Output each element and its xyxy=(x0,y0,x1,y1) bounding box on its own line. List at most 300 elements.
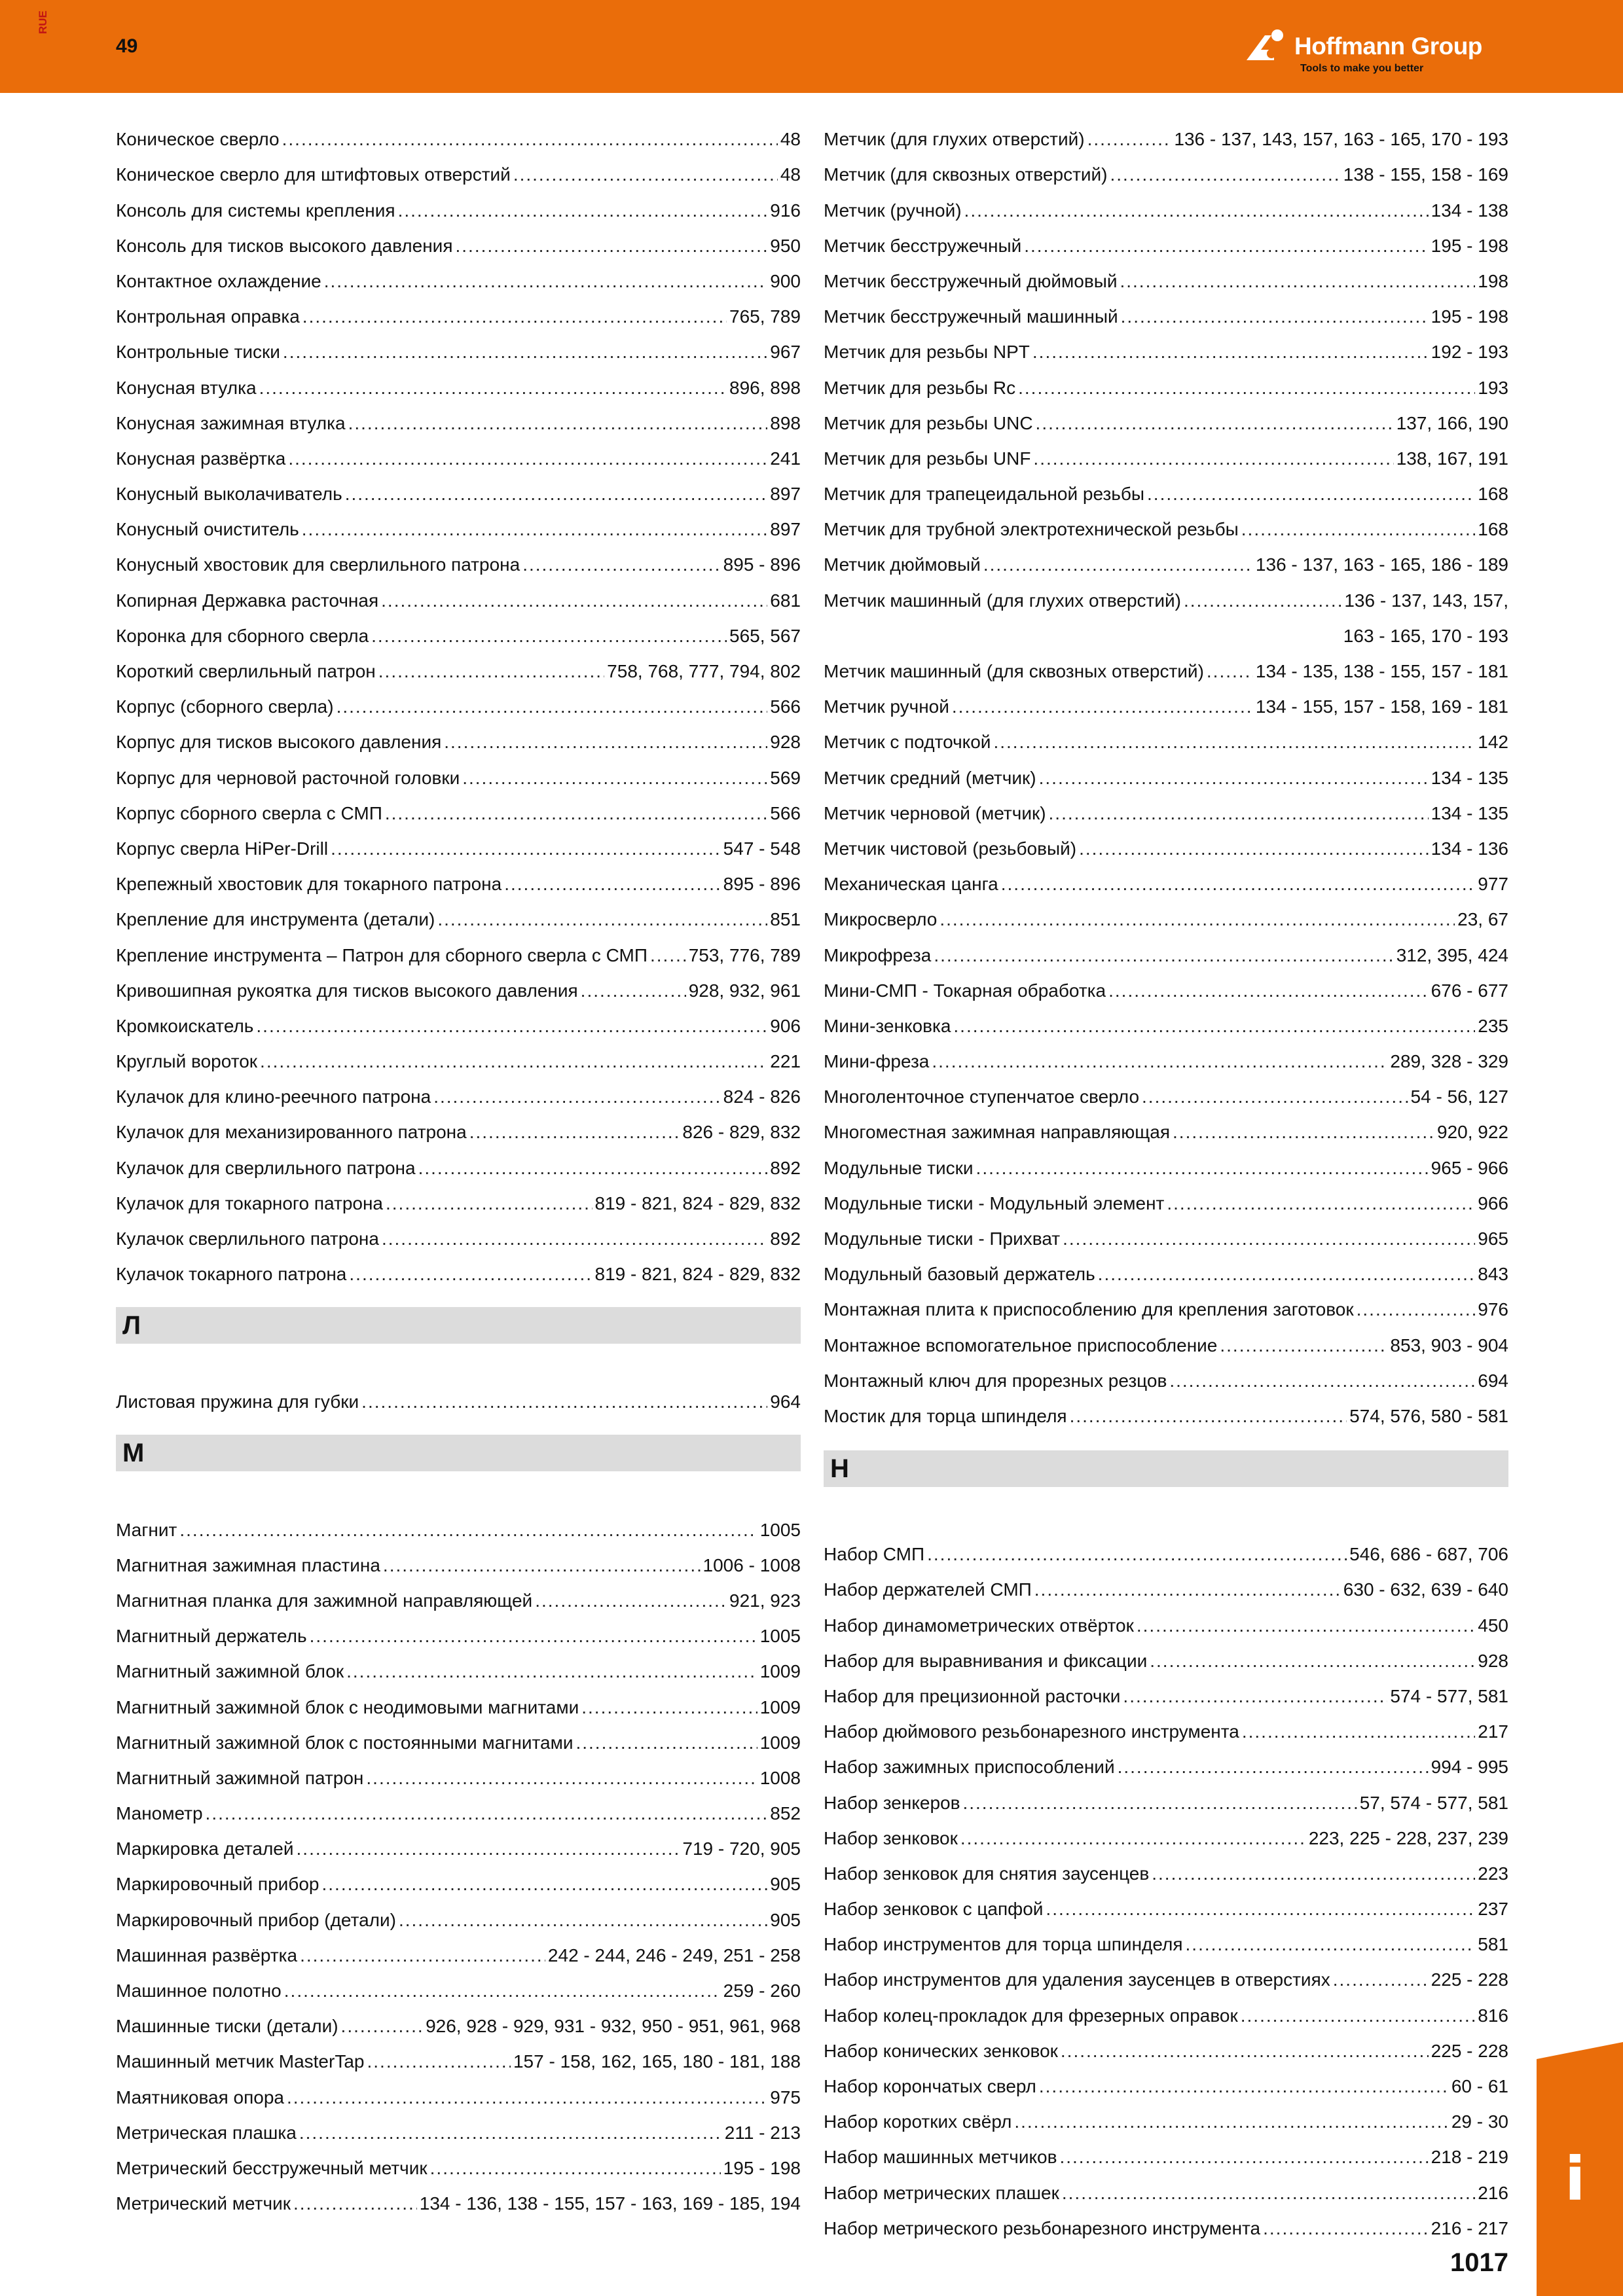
dot-leader xyxy=(962,1792,1357,1814)
index-entry xyxy=(116,257,801,293)
entry-pages: 900 xyxy=(770,270,801,291)
index-entry xyxy=(824,1357,1508,1392)
entry-pages: 565, 567 xyxy=(729,625,801,646)
index-entry xyxy=(116,1143,801,1179)
entry-pages: 892 xyxy=(770,1229,801,1249)
dot-leader xyxy=(1039,2075,1449,2098)
entry-pages: 566 xyxy=(770,802,801,823)
entry-pages: 765, 789 xyxy=(729,306,801,327)
entry-term: Набор зенкеров xyxy=(824,1792,960,1813)
index-entry xyxy=(824,1321,1508,1356)
entry-term: Набор СМП xyxy=(824,1544,925,1565)
index-entry xyxy=(116,186,801,221)
entry-term: Магнитный зажимной блок с неодимовыми магнитами xyxy=(116,1696,579,1717)
dot-leader xyxy=(337,696,768,718)
dot-leader xyxy=(1120,270,1475,293)
entry-term: Метчик черновой (метчик) xyxy=(824,802,1046,823)
index-entry xyxy=(824,825,1508,860)
entry-term: Конусный хвостовик для сверлильного патрона xyxy=(116,554,520,575)
entry-term: Конусная втулка xyxy=(116,377,257,398)
entry-pages: 241 xyxy=(770,448,801,469)
entry-pages: 694 xyxy=(1478,1370,1508,1391)
entry-term: Набор корончатых сверл xyxy=(824,2076,1036,2096)
info-icon: i xyxy=(1565,2144,1586,2214)
entry-pages: 819 - 821, 824 - 829, 832 xyxy=(594,1193,801,1213)
entry-pages: 217 xyxy=(1478,1721,1508,1742)
dot-leader xyxy=(260,1050,767,1073)
entry-pages: 967 xyxy=(770,342,801,363)
dot-leader xyxy=(581,1696,757,1719)
index-entry xyxy=(824,1285,1508,1321)
dot-leader xyxy=(1061,2040,1429,2062)
entry-term: Кривошипная рукоятка для тисков высокого давления xyxy=(116,980,578,1001)
index-entry-continuation xyxy=(824,612,1508,647)
entry-term: Кулачок сверлильного патрона xyxy=(116,1229,379,1249)
entry-pages: 994 - 995 xyxy=(1431,1757,1508,1778)
entry-term: Модульный базовый держатель xyxy=(824,1264,1095,1285)
entry-pages: 1009 xyxy=(759,1732,801,1753)
index-entry xyxy=(824,151,1508,186)
entry-term: Монтажный ключ для прорезных резцов xyxy=(824,1370,1167,1391)
entry-pages: 1009 xyxy=(759,1696,801,1717)
entry-term: Крепежный хвостовик для токарного патрона xyxy=(116,874,502,895)
dot-leader xyxy=(1049,802,1429,825)
entries-n xyxy=(824,1530,1508,2240)
dot-leader xyxy=(206,1803,768,1825)
entry-term: Корпус сверла HiPer-Drill xyxy=(116,838,329,859)
entry-term: Короткий сверлильный патрон xyxy=(116,661,376,681)
dot-leader xyxy=(1059,2146,1428,2168)
entry-pages: 137, 166, 190 xyxy=(1396,412,1508,433)
index-entry xyxy=(116,151,801,186)
entry-pages: 237 xyxy=(1478,1899,1508,1920)
dot-leader xyxy=(418,1157,768,1179)
index-entry xyxy=(116,1754,801,1789)
dot-leader xyxy=(1184,590,1341,612)
dot-leader xyxy=(939,908,1455,931)
entry-pages: 138, 167, 191 xyxy=(1396,448,1508,469)
dot-leader xyxy=(1034,1579,1341,1601)
entry-pages: 23, 67 xyxy=(1457,909,1508,930)
entry-pages: 920, 922 xyxy=(1437,1122,1508,1143)
dot-leader xyxy=(932,1050,1387,1073)
index-entry xyxy=(824,1108,1508,1143)
index-column-left xyxy=(116,115,801,2215)
index-entry xyxy=(116,718,801,753)
dot-leader xyxy=(300,1945,545,1967)
dot-leader xyxy=(371,625,727,647)
index-entry xyxy=(824,541,1508,576)
index-entry xyxy=(116,1577,801,1612)
entry-pages: 225 - 228 xyxy=(1431,1969,1508,1990)
index-entry xyxy=(824,435,1508,470)
entry-pages: 824 - 826 xyxy=(723,1086,801,1107)
dot-leader xyxy=(1186,1933,1476,1956)
dot-leader xyxy=(1220,1335,1387,1357)
entry-pages: 57, 574 - 577, 581 xyxy=(1359,1792,1508,1813)
entry-pages: 136 - 137, 143, 157, 163 - 165, 170 - 193 xyxy=(1174,129,1508,150)
dot-leader xyxy=(345,483,768,505)
dot-leader xyxy=(399,1909,767,1931)
entry-term: Коронка для сборного сверла xyxy=(116,625,369,646)
dot-leader xyxy=(381,590,767,612)
index-entry xyxy=(824,505,1508,541)
entry-term: Набор метрического резьбонарезного инструмента xyxy=(824,2217,1261,2238)
entry-pages: 928 xyxy=(770,732,801,753)
index-entry xyxy=(116,328,801,363)
entry-pages: 630 - 632, 639 - 640 xyxy=(1343,1579,1508,1600)
dot-leader xyxy=(581,980,686,1002)
index-entry xyxy=(116,363,801,399)
index-entry xyxy=(824,1672,1508,1708)
entry-pages: 546, 686 - 687, 706 xyxy=(1349,1544,1508,1565)
dot-leader xyxy=(456,235,768,257)
entry-term: Машинные тиски (детали) xyxy=(116,2016,338,2037)
entry-pages: 168 xyxy=(1478,484,1508,505)
index-entry xyxy=(116,1378,801,1413)
entry-term: Магнит xyxy=(116,1519,177,1540)
dot-leader xyxy=(256,1015,767,1037)
entry-term: Метчик ручной xyxy=(824,696,949,717)
entry-term: Маркировочный прибор xyxy=(116,1874,319,1895)
entry-term: Кулачок для токарного патрона xyxy=(116,1193,383,1213)
entry-pages: 259 - 260 xyxy=(723,1981,801,2001)
entry-term: Набор динамометрических отвёрток xyxy=(824,1615,1134,1636)
entry-term: Микрофреза xyxy=(824,944,932,965)
index-entry xyxy=(824,470,1508,505)
entry-term: Магнитный зажимной патрон xyxy=(116,1767,364,1788)
entry-pages: 195 - 198 xyxy=(1431,235,1508,256)
entry-term: Мини-СМП - Токарная обработка xyxy=(824,980,1106,1001)
entry-term: Модульные тиски - Прихват xyxy=(824,1229,1061,1249)
entry-term: Коническое сверло xyxy=(116,129,280,150)
dot-leader xyxy=(299,2122,722,2144)
dot-leader xyxy=(302,306,727,328)
dot-leader xyxy=(976,1157,1429,1179)
dot-leader xyxy=(437,908,767,931)
index-entry xyxy=(116,683,801,718)
entry-pages: 134 - 136, 138 - 155, 157 - 163, 169 - 185, 194 xyxy=(419,2193,801,2214)
entry-term: Набор для прецизионной расточки xyxy=(824,1685,1121,1706)
dot-leader xyxy=(1046,1898,1475,1920)
entry-term: Магнитный зажимной блок с постоянными магнитами xyxy=(116,1732,574,1753)
dot-leader xyxy=(513,164,778,186)
dot-leader xyxy=(324,270,768,293)
index-entry xyxy=(824,789,1508,825)
index-entry xyxy=(116,435,801,470)
dot-leader xyxy=(1014,2111,1449,2133)
entry-pages: 977 xyxy=(1478,874,1508,895)
entry-pages: 574, 576, 580 - 581 xyxy=(1349,1405,1508,1426)
entry-term: Магнитная зажимная пластина xyxy=(116,1554,380,1575)
dot-leader xyxy=(1070,1405,1347,1427)
index-entry xyxy=(824,647,1508,683)
index-entry xyxy=(116,895,801,931)
entry-pages: 223 xyxy=(1478,1863,1508,1884)
index-entry xyxy=(116,753,801,789)
index-entry xyxy=(116,576,801,611)
index-entry xyxy=(116,541,801,576)
entry-term: Метчик (для глухих отверстий) xyxy=(824,129,1085,150)
dot-leader xyxy=(1241,2005,1476,2027)
entry-pages: 928 xyxy=(1478,1650,1508,1671)
entry-pages: 681 xyxy=(770,590,801,611)
brand-name: Hoffmann Group xyxy=(1294,33,1482,60)
entry-pages: 1006 - 1008 xyxy=(702,1554,801,1575)
dot-leader xyxy=(1036,412,1394,435)
dot-leader xyxy=(1118,1756,1429,1778)
entry-term: Набор зажимных приспособлений xyxy=(824,1757,1115,1778)
entry-term: Консоль для тисков высокого давления xyxy=(116,235,453,256)
dot-leader xyxy=(1207,660,1253,683)
entry-term: Метрический бесстружечный метчик xyxy=(116,2157,428,2178)
entry-term: Метчик бесстружечный дюймовый xyxy=(824,270,1118,291)
dot-leader xyxy=(1087,128,1172,151)
dot-leader xyxy=(1033,448,1393,470)
dot-leader xyxy=(1024,235,1428,257)
dot-leader xyxy=(302,518,768,541)
entry-pages: 1005 xyxy=(759,1626,801,1647)
dot-leader xyxy=(953,1015,1475,1037)
index-entry xyxy=(116,222,801,257)
entry-pages: 895 - 896 xyxy=(723,554,801,575)
index-entry xyxy=(824,399,1508,435)
index-entry xyxy=(116,2002,801,2037)
entry-term: Круглый вороток xyxy=(116,1051,258,1072)
index-entry xyxy=(824,1250,1508,1285)
entry-pages: 163 - 165, 170 - 193 xyxy=(1343,625,1508,646)
entry-pages: 976 xyxy=(1478,1299,1508,1320)
dot-leader xyxy=(650,944,686,967)
dot-leader xyxy=(983,554,1253,576)
dot-leader xyxy=(1110,164,1341,186)
entry-pages: 242 - 244, 246 - 249, 251 - 258 xyxy=(547,1945,801,1965)
entry-pages: 312, 395, 424 xyxy=(1396,944,1508,965)
index-entry xyxy=(824,2098,1508,2133)
index-entry xyxy=(824,1920,1508,1956)
index-entry xyxy=(824,1885,1508,1920)
entry-term: Метчик машинный (для глухих отверстий) xyxy=(824,590,1181,611)
entry-term: Мини-фреза xyxy=(824,1051,930,1072)
entry-pages: 826 - 829, 832 xyxy=(682,1122,801,1143)
index-entry xyxy=(824,2168,1508,2204)
entry-pages: 450 xyxy=(1478,1615,1508,1636)
entry-term: Метчик чистовой (резьбовый) xyxy=(824,838,1077,859)
index-entry xyxy=(824,895,1508,931)
dot-leader xyxy=(297,1838,680,1860)
dot-leader xyxy=(462,767,767,789)
entry-term: Манометр xyxy=(116,1803,203,1824)
index-entry xyxy=(116,1250,801,1285)
entry-term: Набор колец-прокладок для фрезерных оправок xyxy=(824,2005,1238,2026)
entry-pages: 950 xyxy=(770,235,801,256)
dot-leader xyxy=(341,2015,424,2037)
entry-pages: 719 - 720, 905 xyxy=(682,1839,801,1859)
index-entry xyxy=(116,2144,801,2179)
entry-pages: 157 - 158, 162, 165, 180 - 181, 188 xyxy=(513,2051,801,2072)
dot-leader xyxy=(1062,2182,1475,2204)
language-code: RUE xyxy=(37,10,49,34)
index-entry xyxy=(116,115,801,151)
dot-leader xyxy=(1263,2217,1429,2240)
entry-pages: 1008 xyxy=(759,1767,801,1788)
entry-term: Набор конических зенковок xyxy=(824,2040,1058,2061)
entry-term: Набор дюймового резьбонарезного инструмента xyxy=(824,1721,1239,1742)
index-entry xyxy=(116,860,801,895)
entry-term: Маятниковая опора xyxy=(116,2087,284,2108)
entry-pages: 198 xyxy=(1478,270,1508,291)
index-entry xyxy=(116,505,801,541)
index-entry xyxy=(824,1637,1508,1672)
entry-pages: 138 - 155, 158 - 169 xyxy=(1343,164,1508,185)
entry-pages: 895 - 896 xyxy=(723,874,801,895)
dot-leader xyxy=(1098,1263,1476,1285)
dot-leader xyxy=(259,377,727,399)
entry-pages: 142 xyxy=(1478,732,1508,753)
index-entry xyxy=(116,1683,801,1718)
index-entry xyxy=(824,1392,1508,1427)
dot-leader xyxy=(1242,1721,1475,1743)
index-entry xyxy=(824,1991,1508,2026)
index-column-right xyxy=(824,115,1508,1427)
index-entry xyxy=(824,1743,1508,1778)
index-entry xyxy=(116,1541,801,1577)
entry-term: Листовая пружина для губки xyxy=(116,1391,359,1412)
entry-term: Метрическая плашка xyxy=(116,2122,297,2143)
header-bar xyxy=(0,0,1623,93)
index-entry xyxy=(116,1215,801,1250)
index-entry xyxy=(116,1789,801,1825)
section-header-n: Н xyxy=(824,1450,1508,1487)
dot-leader xyxy=(469,1121,680,1143)
entry-term: Конусная развёртка xyxy=(116,448,286,469)
entry-pages: 168 xyxy=(1478,519,1508,540)
dot-leader xyxy=(179,1519,757,1541)
entry-pages: 60 - 61 xyxy=(1451,2076,1508,2096)
entry-pages: 896, 898 xyxy=(729,377,801,398)
entry-term: Коническое сверло для штифтовых отверстий xyxy=(116,164,511,185)
entry-term: Машинная развёртка xyxy=(116,1945,298,1965)
index-entry xyxy=(116,647,801,683)
index-entry xyxy=(824,293,1508,328)
entry-pages: 581 xyxy=(1478,1934,1508,1955)
dot-leader xyxy=(287,2087,767,2109)
index-entry xyxy=(824,2204,1508,2240)
dot-leader xyxy=(1032,341,1429,363)
entry-pages: 134 - 135 xyxy=(1431,802,1508,823)
entry-term: Набор для выравнивания и фиксации xyxy=(824,1650,1148,1671)
dot-leader xyxy=(575,1732,757,1754)
index-entry xyxy=(824,1814,1508,1850)
entry-pages: 916 xyxy=(770,200,801,221)
entry-term: Конусный выколачиватель xyxy=(116,484,342,505)
entry-pages: 753, 776, 789 xyxy=(688,944,801,965)
entry-term: Набор зенковок для снятия заусенцев xyxy=(824,1863,1150,1884)
entry-pages: 975 xyxy=(770,2087,801,2108)
entry-pages: 816 xyxy=(1478,2005,1508,2026)
entry-term: Монтажная плита к приспособлению для крепления заготовок xyxy=(824,1299,1354,1320)
entry-pages: 134 - 136 xyxy=(1431,838,1508,859)
entry-pages: 134 - 135 xyxy=(1431,767,1508,788)
entry-pages: 892 xyxy=(770,1157,801,1178)
hoffmann-logo-icon xyxy=(1245,27,1291,64)
entry-pages: 819 - 821, 824 - 829, 832 xyxy=(594,1264,801,1285)
dot-leader xyxy=(1001,873,1476,895)
dot-leader xyxy=(952,696,1253,718)
entry-term: Конусный очиститель xyxy=(116,519,299,540)
entry-pages: 192 - 193 xyxy=(1431,342,1508,363)
dot-leader xyxy=(382,1228,767,1250)
index-entry xyxy=(824,1530,1508,1566)
entry-term: Модульные тиски xyxy=(824,1157,974,1178)
entry-pages: 906 xyxy=(770,1015,801,1036)
index-entry xyxy=(824,683,1508,718)
dot-leader xyxy=(1039,767,1429,789)
entry-pages: 134 - 135, 138 - 155, 157 - 181 xyxy=(1255,661,1508,681)
entry-pages: 964 xyxy=(770,1391,801,1412)
entry-term: Магнитная планка для зажимной направляющей xyxy=(116,1590,533,1611)
index-entry xyxy=(824,1708,1508,1743)
dot-leader xyxy=(1018,377,1475,399)
entry-term: Механическая цанга xyxy=(824,874,998,895)
entry-pages: 843 xyxy=(1478,1264,1508,1285)
index-entry xyxy=(824,2027,1508,2062)
dot-leader xyxy=(398,200,768,222)
dot-leader xyxy=(288,448,767,470)
dot-leader xyxy=(1333,1969,1429,1991)
entry-term: Магнитный зажимной блок xyxy=(116,1661,344,1682)
index-entry xyxy=(824,257,1508,293)
dot-leader xyxy=(1063,1228,1475,1250)
entry-term: Микросверло xyxy=(824,909,938,930)
entry-pages: 48 xyxy=(780,164,801,185)
entry-pages: 965 - 966 xyxy=(1431,1157,1508,1178)
entry-term: Кулачок для механизированного патрона xyxy=(116,1122,467,1143)
entry-pages: 574 - 577, 581 xyxy=(1390,1685,1508,1706)
entry-pages: 289, 328 - 329 xyxy=(1390,1051,1508,1072)
entry-pages: 966 xyxy=(1478,1193,1508,1213)
dot-leader xyxy=(293,2193,417,2215)
entry-term: Набор коротких свёрл xyxy=(824,2111,1012,2132)
entries-l xyxy=(116,1378,801,1413)
index-entry xyxy=(824,1037,1508,1073)
index-entry xyxy=(824,328,1508,363)
index-entry xyxy=(116,1179,801,1215)
entry-pages: 136 - 137, 143, 157, xyxy=(1344,590,1508,611)
dot-leader xyxy=(331,838,721,860)
entry-pages: 195 - 198 xyxy=(723,2157,801,2178)
entry-pages: 216 xyxy=(1478,2182,1508,2203)
entry-term: Машинное полотно xyxy=(116,1981,282,2001)
entry-pages: 921, 923 xyxy=(729,1590,801,1611)
entry-pages: 221 xyxy=(770,1051,801,1072)
entry-term: Монтажное вспомогательное приспособление xyxy=(824,1335,1218,1355)
dot-leader xyxy=(964,200,1429,222)
entry-term: Метчик для резьбы UNC xyxy=(824,412,1033,433)
entry-term: Набор машинных метчиков xyxy=(824,2147,1057,2168)
dot-leader xyxy=(934,944,1393,967)
dot-leader xyxy=(1173,1121,1434,1143)
entry-term: Метрический метчик xyxy=(116,2193,291,2214)
brand-logo-block xyxy=(1245,27,1507,80)
entry-term: Кулачок для клино-реечного патрона xyxy=(116,1086,431,1107)
entry-term: Метчик для резьбы Rc xyxy=(824,377,1016,398)
dot-leader xyxy=(366,1767,757,1789)
entry-term: Копирная Державка расточная xyxy=(116,590,379,611)
index-entry xyxy=(116,789,801,825)
entry-term: Метчик для трубной электротехнической резьбы xyxy=(824,519,1239,540)
section-header-m: М xyxy=(116,1435,801,1471)
